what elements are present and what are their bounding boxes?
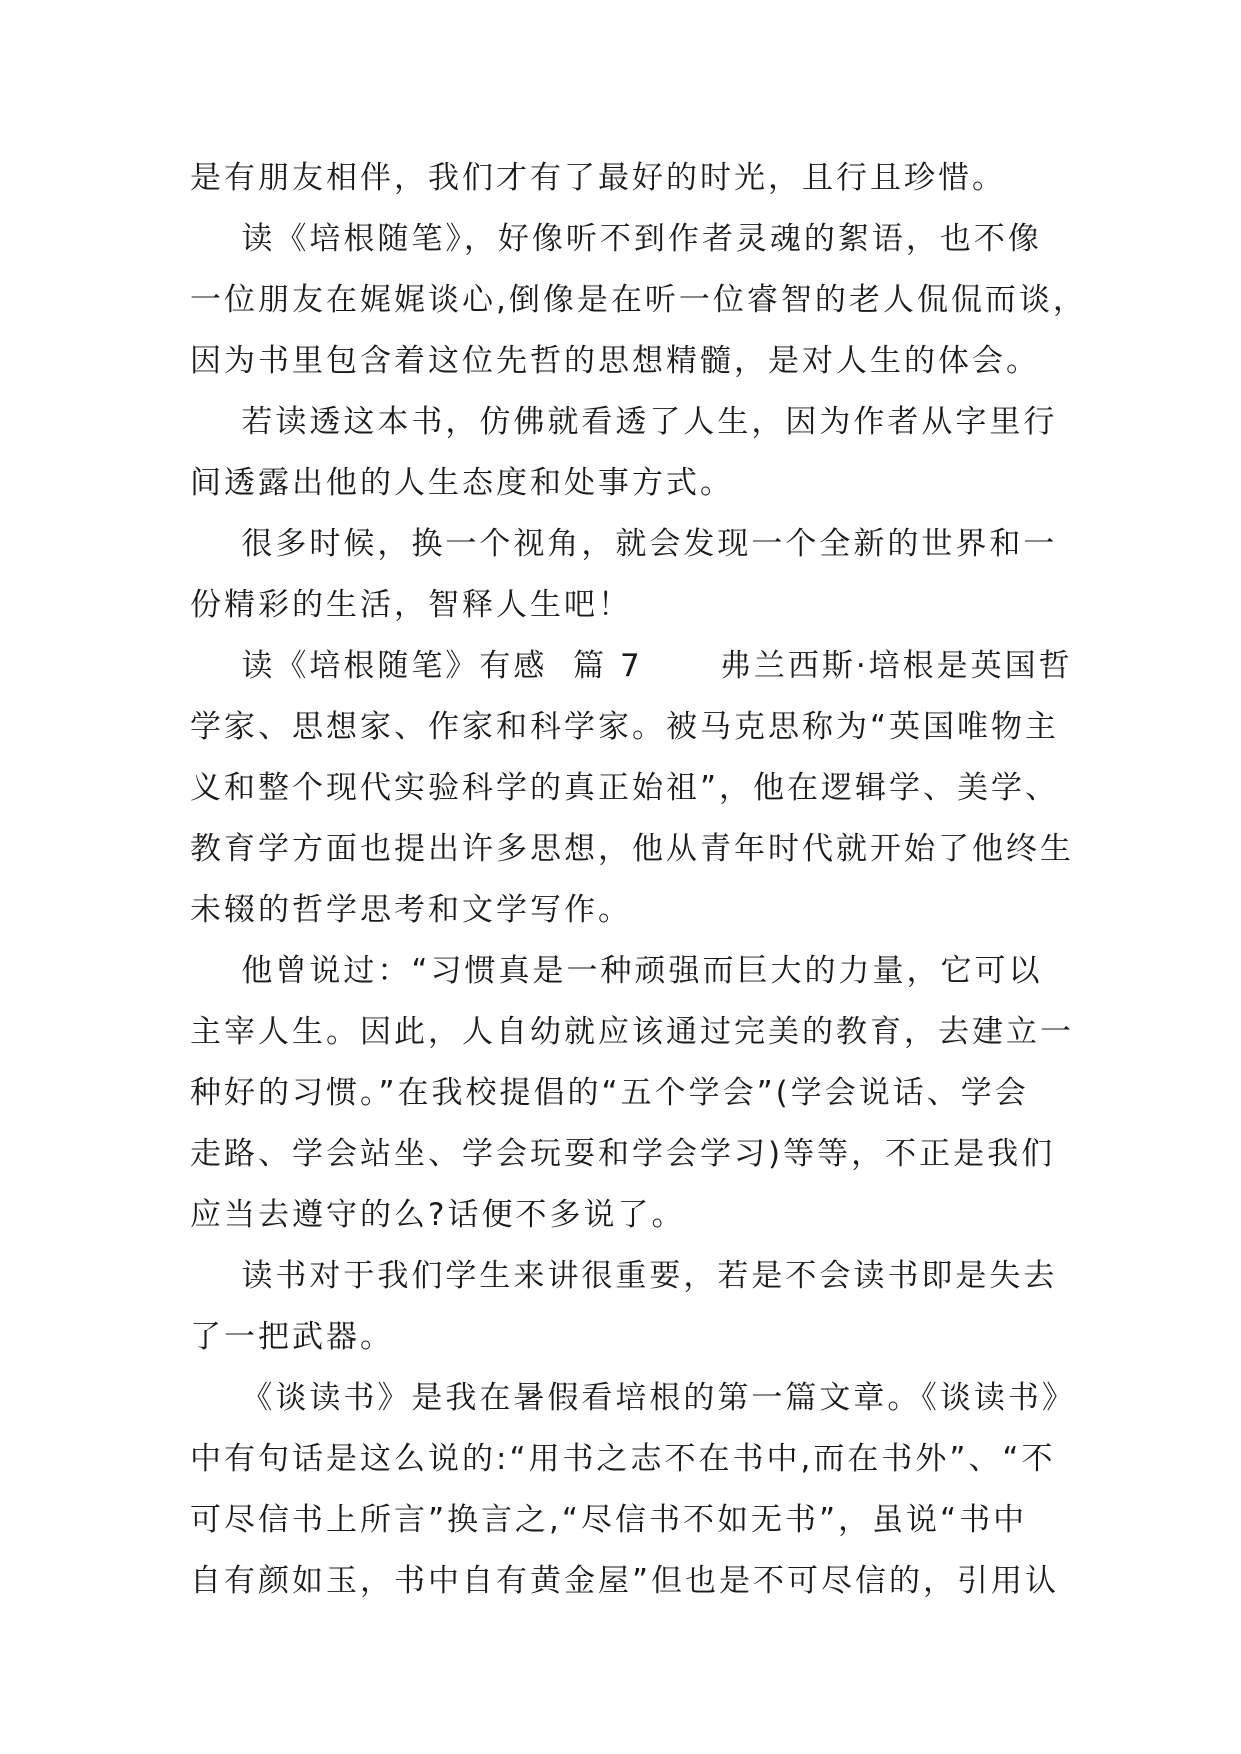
text-line: 他曾说过：“习惯真是一种顽强而巨大的力量，它可以 (190, 953, 1043, 989)
text-line: 间透露出他的人生态度和处事方式。 (190, 465, 734, 501)
text-line: 份精彩的生活，智释人生吧！ (190, 587, 632, 623)
text-line: 读《培根随笔》有感 篇 7 弗兰西斯·培根是英国哲 (190, 648, 1073, 684)
text-line: 应当去遵守的么?话便不多说了。 (190, 1197, 686, 1233)
text-line: 教育学方面也提出许多思想，他从青年时代就开始了他终生 (190, 831, 1074, 867)
text-line: 很多时候，换一个视角，就会发现一个全新的世界和一 (190, 526, 1058, 562)
text-line: 因为书里包含着这位先哲的思想精髓，是对人生的体会。 (190, 343, 1040, 379)
text-line: 走路、学会站坐、学会玩耍和学会学习)等等，不正是我们 (190, 1136, 1056, 1172)
text-line: 《谈读书》是我在暑假看培根的第一篇文章。《谈读书》 (190, 1380, 1076, 1416)
text-line: 中有句话是这么说的:“用书之志不在书中,而在书外”、“不 (190, 1441, 1056, 1477)
body-text (190, 148, 1090, 1612)
text-line: 义和整个现代实验科学的真正始祖”，他在逻辑学、美学、 (190, 770, 1060, 806)
text-line: 可尽信书上所言”换言之,“尽信书不如无书”，虽说“书中 (190, 1502, 1028, 1538)
text-line: 自有颜如玉，书中自有黄金屋”但也是不可尽信的，引用认 (190, 1563, 1060, 1599)
text-line: 一位朋友在娓娓谈心,倒像是在听一位睿智的老人侃侃而谈， (190, 282, 1087, 318)
text-line: 种好的习惯。”在我校提倡的“五个学会”(学会说话、学会 (190, 1075, 1029, 1111)
text-line: 若读透这本书，仿佛就看透了人生，因为作者从字里行 (190, 404, 1058, 440)
text-line: 未辍的哲学思考和文学写作。 (190, 892, 632, 928)
text-line: 主宰人生。因此，人自幼就应该通过完美的教育，去建立一 (190, 1014, 1074, 1050)
text-line: 了一把武器。 (190, 1319, 394, 1355)
text-line: 读《培根随笔》，好像听不到作者灵魂的絮语，也不像 (190, 221, 1042, 257)
text-line: 读书对于我们学生来讲很重要，若是不会读书即是失去 (190, 1258, 1058, 1294)
text-line: 学家、思想家、作家和科学家。被马克思称为“英国唯物主 (190, 709, 1060, 745)
text-line: 是有朋友相伴，我们才有了最好的时光，且行且珍惜。 (190, 160, 1006, 196)
